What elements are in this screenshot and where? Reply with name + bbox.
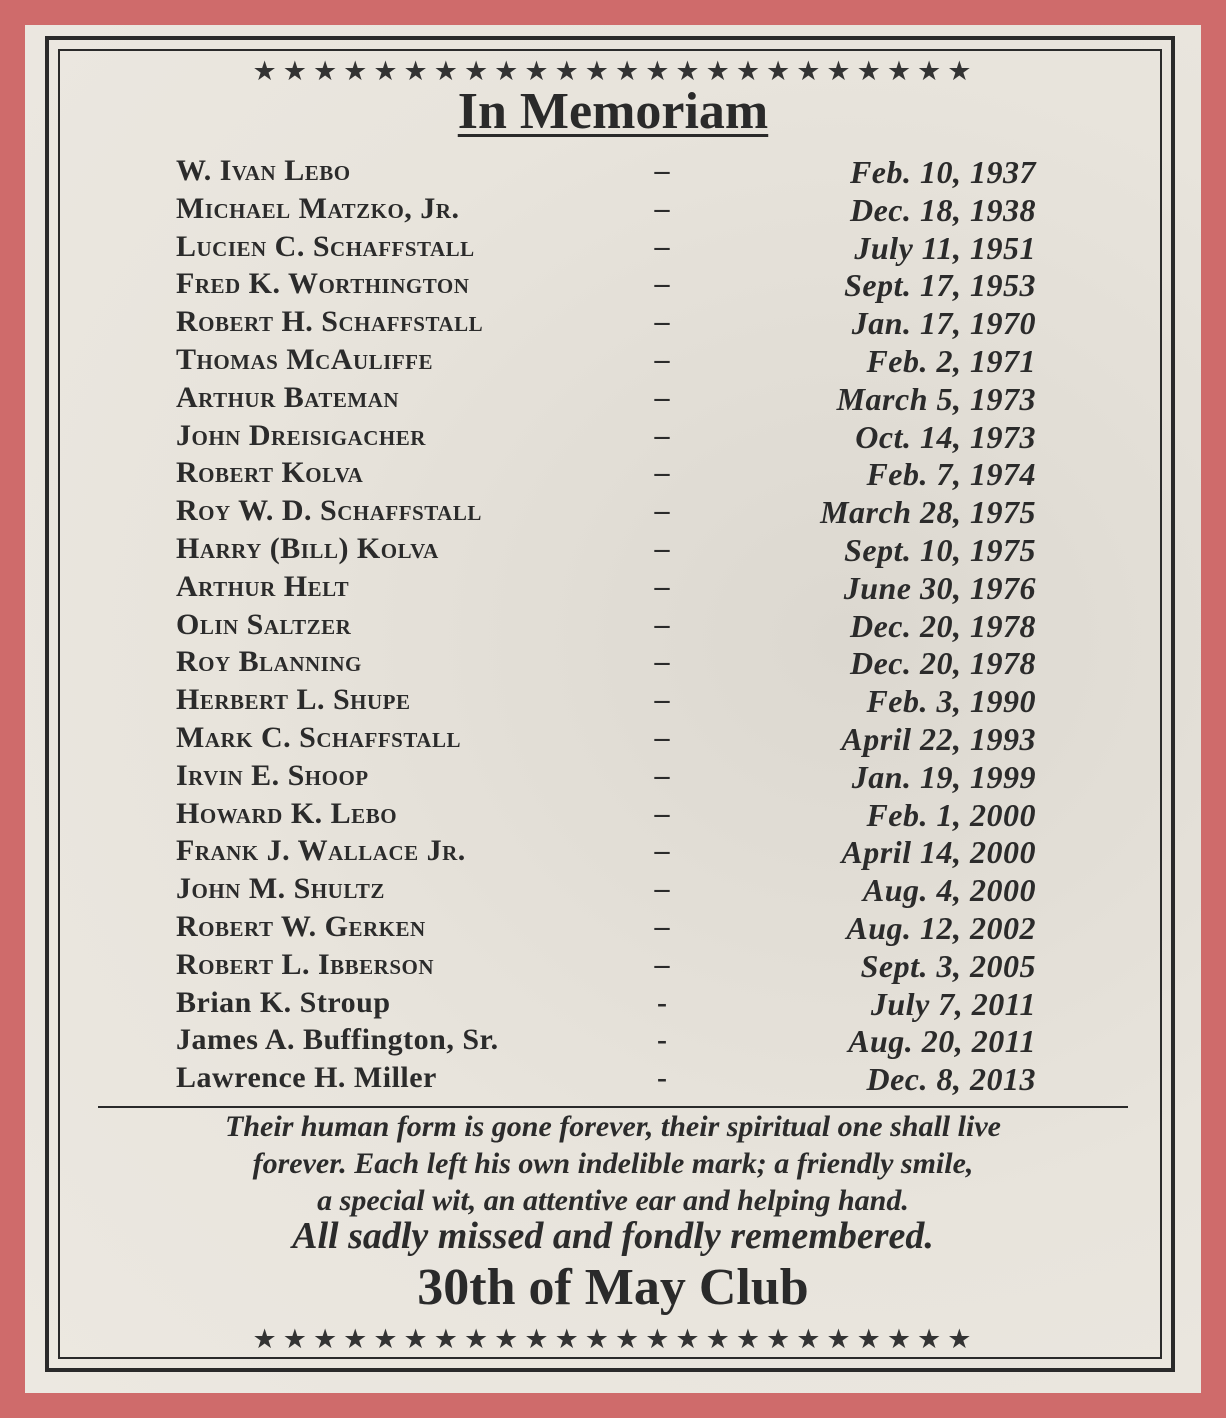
member-date: Feb. 3, 1990 (866, 683, 1036, 720)
list-item (0, 532, 1226, 570)
member-name: Harry (Bill) Kolva (176, 531, 439, 565)
separator-dash: – (654, 456, 670, 490)
closing-line: All sadly missed and fondly remembered. (292, 1215, 934, 1257)
member-name: Brian K. Stroup (176, 985, 391, 1019)
member-name: Robert H. Schaffstall (176, 305, 484, 339)
list-item (0, 230, 1226, 268)
member-name: Robert L. Ibberson (176, 947, 434, 981)
member-name: Michael Matzko, Jr. (176, 191, 460, 225)
member-date: Jan. 19, 1999 (851, 758, 1036, 795)
member-date: Sept. 17, 1953 (844, 267, 1036, 304)
list-item (0, 948, 1226, 986)
separator-dash: – (654, 531, 670, 565)
member-name: Roy W. D. Schaffstall (176, 494, 482, 528)
separator-dash: – (654, 872, 670, 906)
member-date: Aug. 20, 2011 (848, 1023, 1036, 1060)
separator-dash: - (657, 1023, 667, 1057)
member-name: Mark C. Schaffstall (176, 720, 461, 754)
separator-dash: – (654, 720, 670, 754)
list-item (0, 381, 1226, 419)
member-name: Fred K. Worthington (176, 267, 470, 301)
separator-dash: – (654, 834, 670, 868)
member-date: Sept. 10, 1975 (844, 531, 1036, 568)
list-item (0, 910, 1226, 948)
member-name: Howard K. Lebo (176, 796, 398, 830)
separator-dash: – (654, 645, 670, 679)
list-item (0, 759, 1226, 797)
member-date: March 28, 1975 (820, 494, 1036, 531)
list-item (0, 834, 1226, 872)
member-date: Aug. 4, 2000 (862, 872, 1036, 909)
separator-dash: - (657, 1061, 667, 1095)
member-date: June 30, 1976 (843, 569, 1036, 606)
page-title: In Memoriam (457, 83, 769, 140)
member-name: Frank J. Wallace Jr. (176, 834, 466, 868)
member-name: Robert W. Gerken (176, 909, 426, 943)
separator-dash: – (654, 191, 670, 225)
separator-dash: – (654, 418, 670, 452)
member-date: Feb. 1, 2000 (866, 796, 1036, 833)
member-date: Dec. 18, 1938 (849, 191, 1036, 228)
separator-dash: – (654, 683, 670, 717)
list-item (0, 1023, 1226, 1061)
separator-dash: – (654, 947, 670, 981)
separator-dash: – (654, 607, 670, 641)
member-date: Jan. 17, 1970 (851, 305, 1036, 342)
member-date: Aug. 12, 2002 (846, 909, 1036, 946)
separator-dash: – (654, 229, 670, 263)
member-name: Robert Kolva (176, 456, 364, 490)
list-item (0, 570, 1226, 608)
list-item (0, 456, 1226, 494)
separator-dash: – (654, 758, 670, 792)
list-item (0, 721, 1226, 759)
verse-line: a special wit, an attentive ear and helping hand. (317, 1184, 909, 1217)
bottom-star-row: ★★★★★★★★★★★★★★★★★★★★★★★★ (252, 1324, 978, 1355)
member-date: March 5, 1973 (836, 380, 1036, 417)
list-item (0, 305, 1226, 343)
separator-dash: – (654, 267, 670, 301)
separator-dash: – (654, 380, 670, 414)
list-item (0, 608, 1226, 646)
top-star-row: ★★★★★★★★★★★★★★★★★★★★★★★★ (252, 56, 978, 87)
member-name: John Dreisigacher (176, 418, 426, 452)
list-item (0, 645, 1226, 683)
member-date: July 11, 1951 (854, 229, 1036, 266)
member-name: James A. Buffington, Sr. (176, 1023, 499, 1057)
member-name: Lucien C. Schaffstall (176, 229, 475, 263)
list-item (0, 872, 1226, 910)
member-name: Lawrence H. Miller (176, 1061, 437, 1095)
list-item (0, 343, 1226, 381)
member-name: John M. Shultz (176, 872, 385, 906)
list-item (0, 154, 1226, 192)
member-date: Dec. 8, 2013 (866, 1061, 1036, 1098)
member-date: Dec. 20, 1978 (849, 645, 1036, 682)
list-item (0, 986, 1226, 1024)
separator-dash: – (654, 342, 670, 376)
list-item (0, 797, 1226, 835)
member-date: Feb. 2, 1971 (866, 342, 1036, 379)
separator-dash: – (654, 305, 670, 339)
member-name: Olin Saltzer (176, 607, 352, 641)
member-name: Roy Blanning (176, 645, 362, 679)
separator-dash: – (654, 569, 670, 603)
member-name: W. Ivan Lebo (176, 154, 351, 187)
separator-dash: – (654, 494, 670, 528)
member-date: Feb. 7, 1974 (866, 456, 1036, 493)
list-item (0, 494, 1226, 532)
list-item (0, 192, 1226, 230)
member-date: Sept. 3, 2005 (860, 947, 1036, 984)
list-item (0, 267, 1226, 305)
member-name: Arthur Helt (176, 569, 350, 603)
member-name: Irvin E. Shoop (176, 758, 369, 792)
memorial-verse (0, 1108, 1226, 1219)
verse-line: Their human form is gone forever, their spiritual one shall live (225, 1110, 1001, 1143)
member-date: April 14, 2000 (841, 834, 1036, 871)
member-name: Arthur Bateman (176, 380, 400, 414)
member-list (0, 154, 1226, 1099)
member-name: Thomas McAuliffe (176, 342, 433, 376)
member-date: April 22, 1993 (841, 720, 1036, 757)
list-item (0, 419, 1226, 457)
separator-dash: – (654, 909, 670, 943)
club-name: 30th of May Club (417, 1259, 809, 1316)
separator-dash: – (654, 796, 670, 830)
separator-dash: - (657, 985, 667, 1019)
verse-line: forever. Each left his own indelible mark; a friendly smile, (252, 1147, 974, 1180)
member-name: Herbert L. Shupe (176, 683, 411, 717)
list-item (0, 1061, 1226, 1099)
member-date: Dec. 20, 1978 (849, 607, 1036, 644)
member-date: Feb. 10, 1937 (849, 154, 1036, 190)
member-date: July 7, 2011 (870, 985, 1036, 1022)
member-date: Oct. 14, 1973 (855, 418, 1036, 455)
list-item (0, 683, 1226, 721)
separator-dash: – (654, 154, 670, 187)
